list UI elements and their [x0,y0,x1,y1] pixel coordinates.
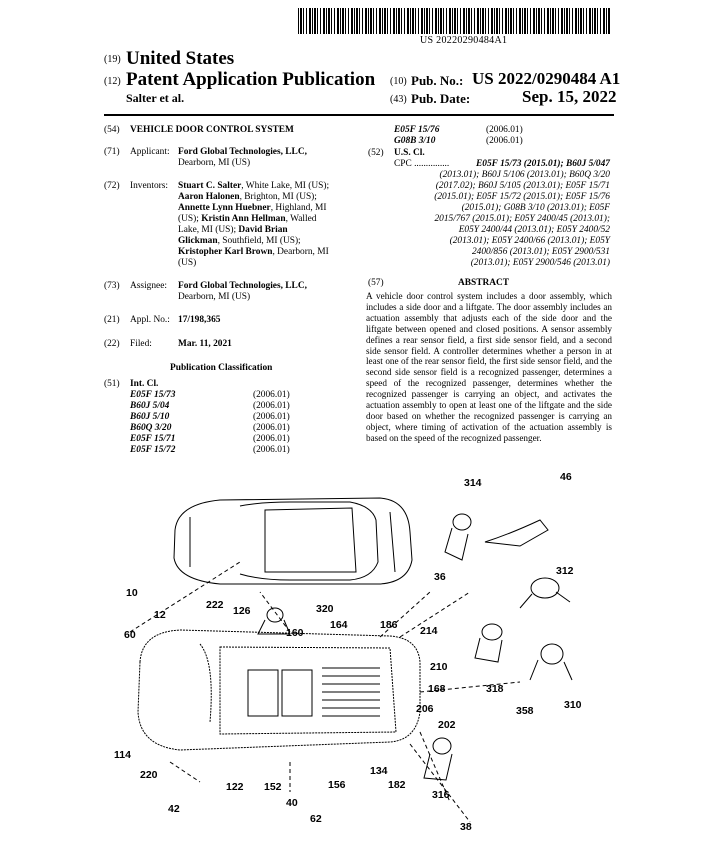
abstract-heading: ABSTRACT [458,278,510,288]
code-54: (54) [104,125,120,135]
intcl-row [130,434,310,445]
inventor-name: Glickman [178,236,218,246]
applicant-label: Applicant: [130,147,170,157]
cpc-line: (2015.01); E05F 15/72 (2015.01); E05F 15/76 [434,192,610,202]
cpc-line: (2015.01); G08B 3/10 (2013.01); E05F [461,203,610,213]
inventor-name: David Brian [238,225,288,235]
ipc-version: (2006.01) [253,390,290,400]
intcl-row [130,390,310,401]
ref-label: 10 [126,587,138,599]
ref-label: 164 [330,619,348,631]
ref-label: 182 [388,779,406,791]
ref-label: 310 [564,699,582,711]
inventor-name: Aaron Halonen [178,192,240,202]
cpc-line: (2013.01); E05Y 2900/546 (2013.01) [470,258,610,268]
inventor-name: Kristin Ann Hellman [201,214,286,224]
ipc-version: (2006.01) [253,412,290,422]
ref-label: 318 [486,683,504,695]
inventor-place: , Southfield, MI (US); [217,236,301,246]
ref-label: 320 [316,603,334,615]
intcl-table [130,390,310,456]
ref-label: 46 [560,471,572,483]
ipc-version: (2006.01) [253,423,290,433]
appl-number: 17/198,365 [178,315,221,325]
cpc-line: (2013.01); B60J 5/106 (2013.01); B60Q 3/20 [439,170,610,180]
ref-label: 62 [310,813,322,825]
suv-drawing [138,630,420,750]
appl-label: Appl. No.: [130,315,170,325]
inventor-name: Stuart C. Salter [178,181,242,191]
intcl-row [130,401,310,412]
intcl-label: Int. Cl. [130,379,159,389]
ipc-code: E05F 15/76 [394,125,440,135]
ref-label: 312 [556,565,574,577]
cpc-line: (2013.01); E05Y 2400/66 (2013.01); E05Y [449,236,610,246]
cpc-line: 2400/856 (2013.01); E05Y 2900/531 [471,247,610,257]
ipc-version: (2006.01) [253,434,290,444]
code-19: (19) [104,54,121,65]
top-publication-number: US 20220290484A1 [420,35,508,46]
ref-label: 202 [438,719,456,731]
pub-no-label: Pub. No.: [411,73,464,88]
code-71: (71) [104,147,120,157]
inventor-place: , Dearborn, MI [272,247,329,257]
ipc-row [394,125,544,136]
pub-no: US 2022/0290484 A1 [472,69,621,88]
code-73: (73) [104,281,120,291]
intcl-row [130,445,310,456]
code-12: (12) [104,76,121,87]
inventor-place: , Brighton, MI (US); [239,192,317,202]
pub-date: Sep. 15, 2022 [522,87,617,106]
ref-label: 156 [328,779,346,791]
code-72: (72) [104,181,120,191]
header-rule [104,114,614,116]
ref-label: 152 [264,781,282,793]
ref-label: 168 [428,683,446,695]
ref-label: 186 [380,619,398,631]
code-10: (10) [390,76,407,87]
uscl-label: U.S. Cl. [394,148,425,158]
intcl-row [130,412,310,423]
ref-label: 42 [168,803,180,815]
ipc-code: B60Q 3/20 [130,423,172,433]
cpc-line: (2017.02); B60J 5/105 (2013.01); E05F 15/71 [435,181,610,191]
ipc-continued [394,125,544,147]
cpc-label: CPC ............... [394,159,450,169]
ipc-code: B60J 5/10 [130,412,170,422]
figure-reference-labels [114,471,582,833]
ref-label: 210 [430,661,448,673]
inventors-label: Inventors: [130,181,169,191]
assignee-name: Ford Global Technologies, LLC, [178,281,307,291]
assignee [178,281,350,303]
code-51: (51) [104,379,120,389]
inventor-place: , White Lake, MI (US); [241,181,330,191]
inventor-name: Annette Lynn Huebner [178,203,271,213]
ipc-code: E05F 15/73 [130,390,176,400]
ref-label: 220 [140,769,158,781]
classification-heading: Publication Classification [170,363,273,373]
sedan-drawing [174,498,412,584]
abstract-text: A vehicle door control system includes a door assembly, which includes a side door and a liftgate. The door assembly includes an actuation assembly that adjusts each of the side door and the liftgate between opened and closed positions. A sensor assembly defines a rear sensor field, a first side sensor field, and a second side sensor field. A controller determines whether a person in at least one of the rear sensor field, the first side sensor field, and the second side sensor field is a recognized passenger, determines a speed of the recognized passenger, determines whether the recognized passenger is carrying an object, and activates the actuation assembly to open at least one of the liftgate and the side door based on whether the recognized passenger is carrying an object, where timing of activation of the actuation assembly is based on the speed of the recognized passenger. [366,291,612,443]
cpc-list [400,159,610,269]
inventor-short: Salter et al. [126,91,185,105]
ipc-code: B60J 5/04 [130,401,170,411]
filed-label: Filed: [130,339,152,349]
ref-label: 314 [464,477,482,489]
ipc-version: (2006.01) [253,445,290,455]
ipc-code: G08B 3/10 [394,136,436,146]
ref-label: 126 [233,605,251,617]
ref-label: 36 [434,571,446,583]
ref-label: 38 [460,821,472,833]
ipc-code: E05F 15/71 [130,434,176,444]
ipc-version: (2006.01) [486,125,523,135]
assignee-label: Assignee: [130,281,167,291]
assignee-place: Dearborn, MI (US) [178,292,251,302]
code-21: (21) [104,315,120,325]
ipc-version: (2006.01) [486,136,523,146]
ref-label: 358 [516,705,534,717]
barcode [298,8,610,34]
ref-label: 316 [432,789,450,801]
applicant-name: Ford Global Technologies, LLC, [178,147,307,157]
code-57: (57) [368,278,384,288]
cpc-line: 2015/767 (2015.01); E05Y 2400/45 (2013.01); [434,214,610,224]
code-52: (52) [368,148,384,158]
filed-date: Mar. 11, 2021 [178,339,232,349]
intcl-row [130,423,310,434]
inventor-place: (US); [178,214,202,224]
inventor-place: , Highland, MI [270,203,327,213]
inventor-place: , Walled [285,214,317,224]
ref-label: 12 [154,609,166,621]
ref-label: 60 [124,629,136,641]
code-43: (43) [390,94,407,105]
invention-title: VEHICLE DOOR CONTROL SYSTEM [130,125,294,135]
ipc-version: (2006.01) [253,401,290,411]
code-22: (22) [104,339,120,349]
country: United States [126,48,235,69]
inventor-place: Lake, MI (US); [178,225,239,235]
ref-label: 40 [286,797,298,809]
sunroof-panels [248,668,380,716]
inventor-name: Kristopher Karl Brown [178,247,273,257]
ipc-row [394,136,544,147]
ref-label: 206 [416,703,434,715]
inventor-place: (US) [178,258,197,268]
document-type: Patent Application Publication [126,69,376,90]
patent-figure [90,462,630,840]
ref-label: 160 [286,627,304,639]
cpc-line: E05F 15/73 (2015.01); B60J 5/047 [476,159,610,169]
ref-label: 122 [226,781,244,793]
ref-label: 134 [370,765,388,777]
applicant [178,147,350,169]
applicant-place: Dearborn, MI (US) [178,158,251,168]
ref-label: 114 [114,749,131,761]
ref-label: 214 [420,625,438,637]
cpc-line: E05Y 2400/44 (2013.01); E05Y 2400/52 [458,225,610,235]
inventors-list [178,181,350,269]
ref-label: 222 [206,599,224,611]
ipc-code: E05F 15/72 [130,445,176,455]
pub-date-label: Pub. Date: [411,91,471,106]
